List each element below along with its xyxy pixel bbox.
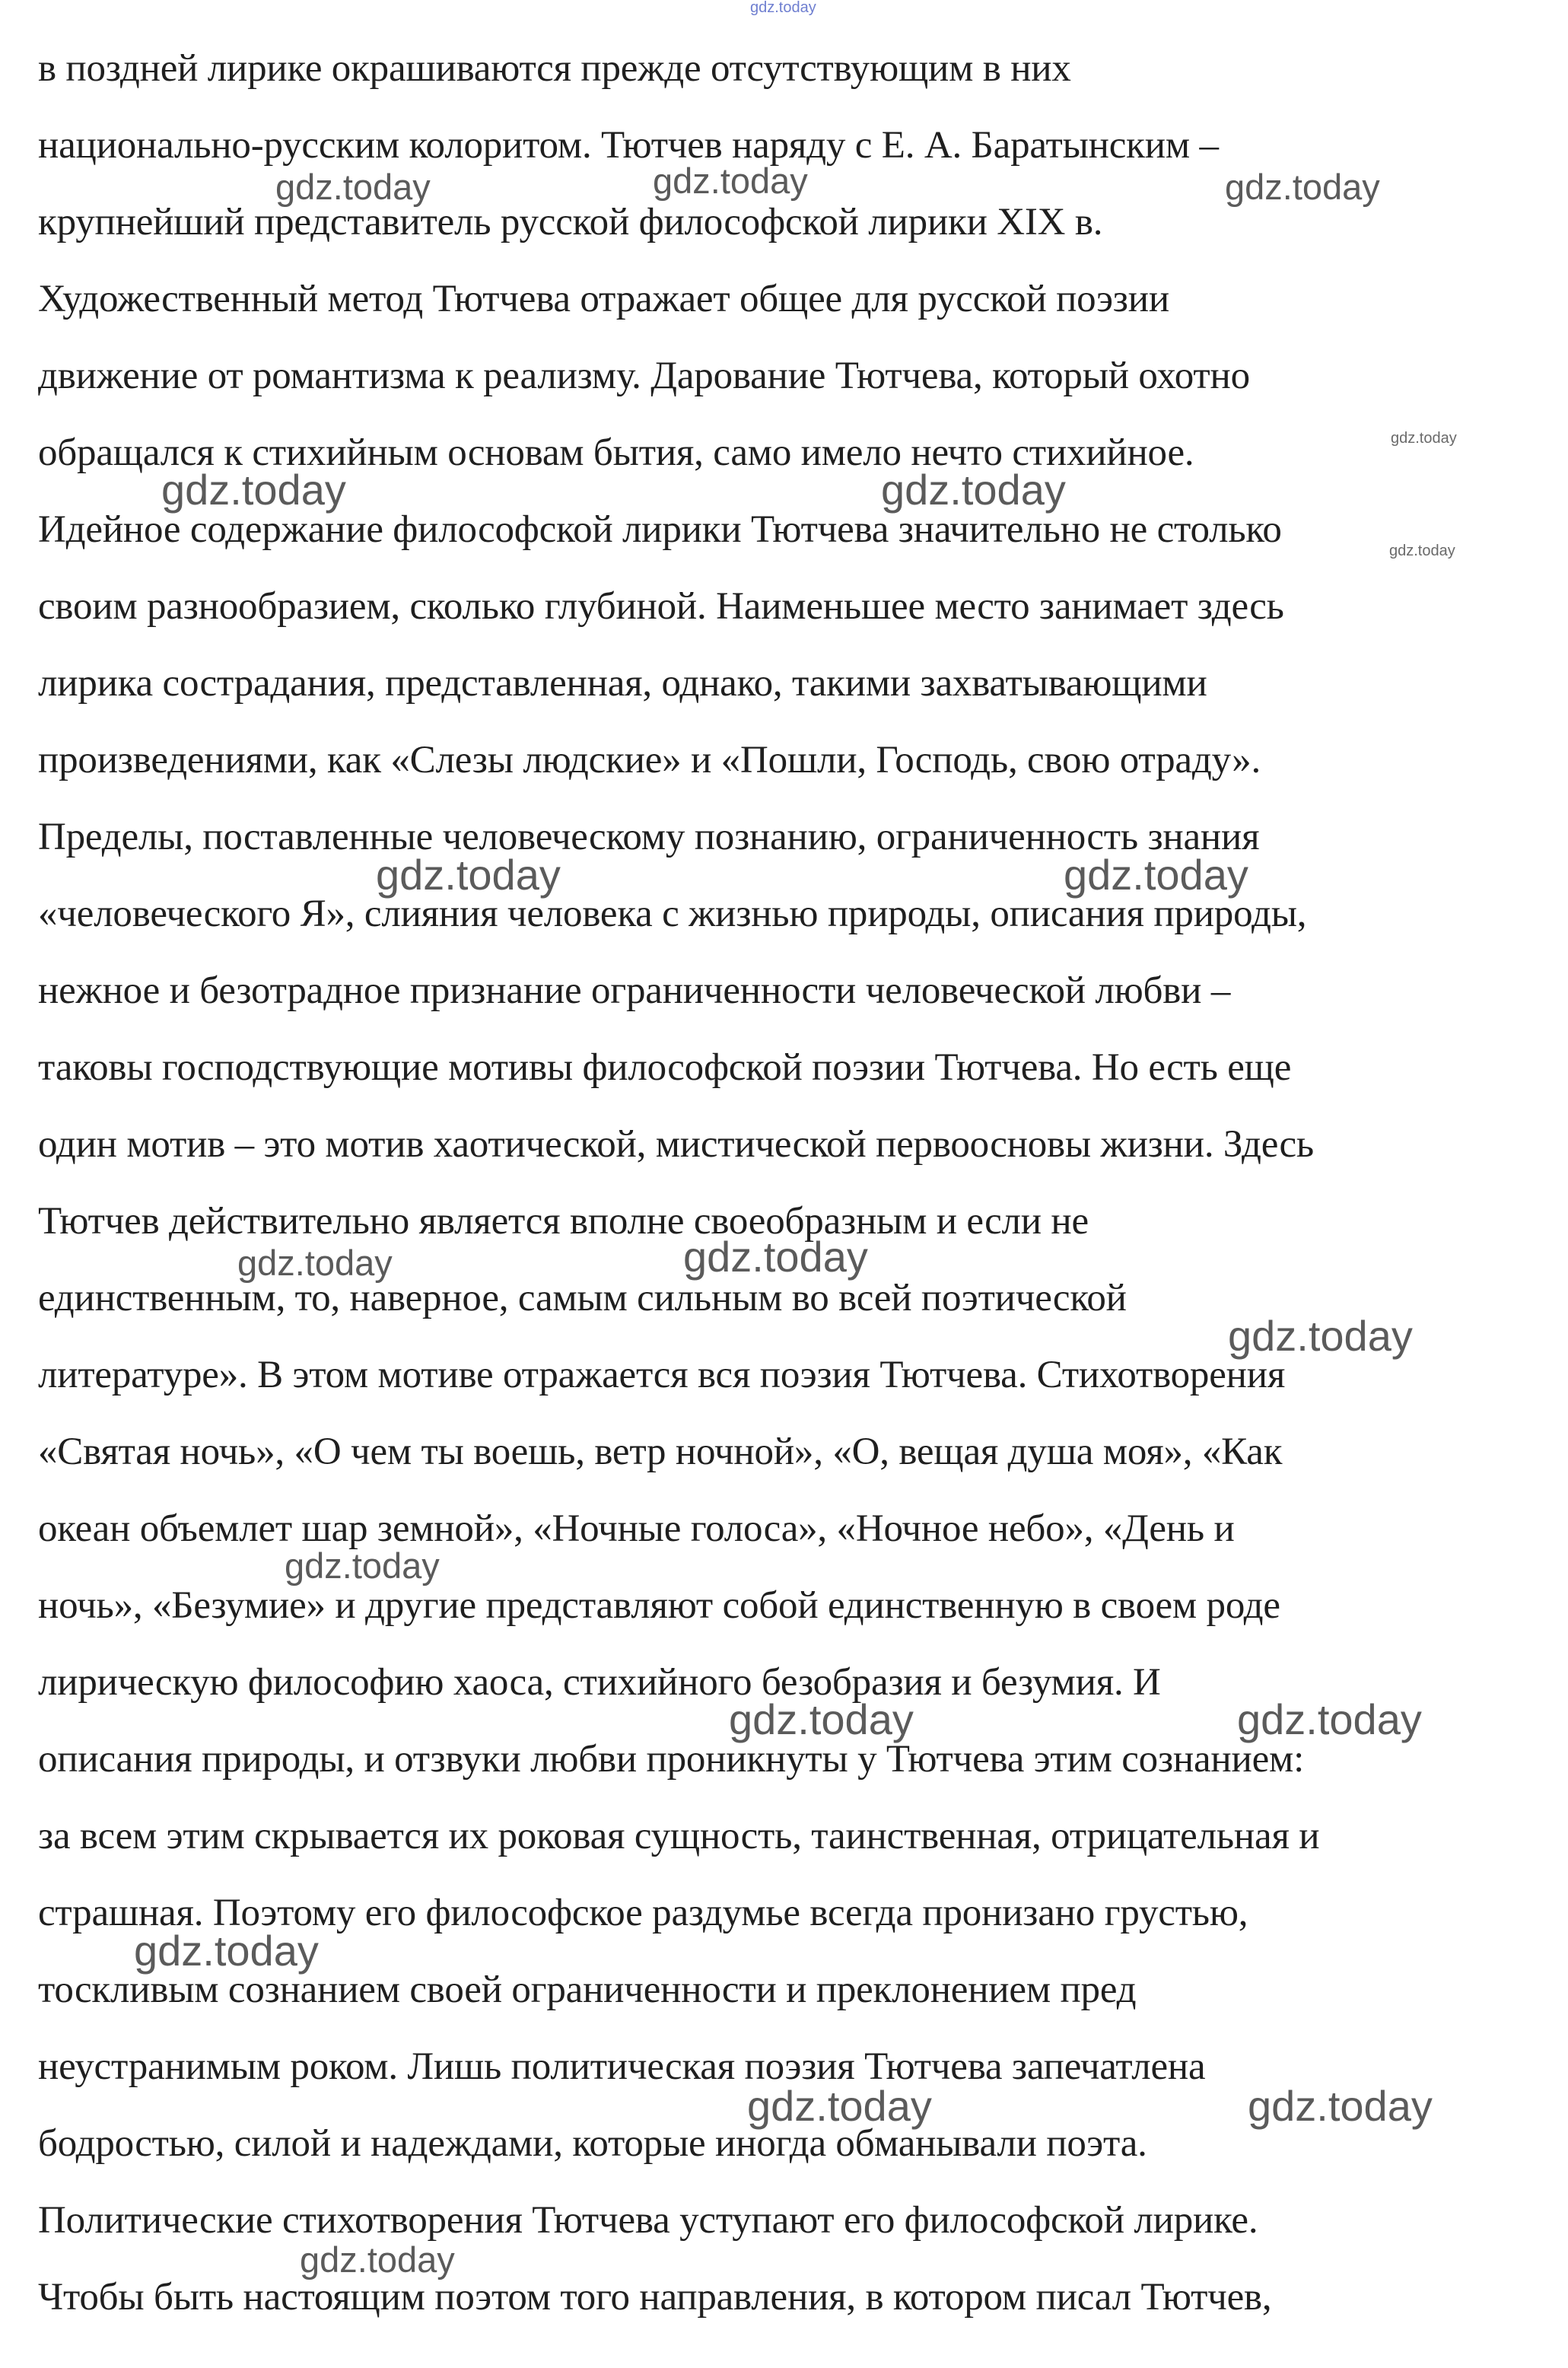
text-line: бодростью, силой и надеждами, которые иногда обманывали поэта. [38, 2122, 1147, 2165]
watermark: gdz.today [1391, 430, 1457, 447]
text-line: «человеческого Я», слияния человека с жизнью природы, описания природы, [38, 893, 1307, 935]
watermark: gdz.today [300, 2239, 455, 2280]
watermark: gdz.today [1225, 167, 1380, 207]
text-line: тоскливым сознанием своей ограниченности и преклонением пред [38, 1969, 1137, 2011]
watermark: gdz.today [1228, 1312, 1413, 1360]
watermark: gdz.today [376, 851, 561, 899]
text-line: лирическую философию хаоса, стихийного безобразия и безумия. И [38, 1661, 1161, 1704]
watermark: gdz.today [881, 466, 1066, 514]
text-line: страшная. Поэтому его философское раздумье всегда пронизано грустью, [38, 1892, 1248, 1934]
text-line: один мотив – это мотив хаотической, мистической первоосновы жизни. Здесь [38, 1123, 1314, 1166]
text-line: движение от романтизма к реализму. Дарование Тютчева, который охотно [38, 355, 1250, 397]
text-line: Чтобы быть настоящим поэтом того направления, в котором писал Тютчев, [38, 2276, 1272, 2319]
watermark: gdz.today [729, 1695, 914, 1743]
watermark: gdz.today [1237, 1695, 1422, 1743]
text-line: Пределы, поставленные человеческому познанию, ограниченность знания [38, 816, 1260, 858]
text-line: за всем этим скрывается их роковая сущность, таинственная, отрицательная и [38, 1815, 1320, 1857]
text-line: обращался к стихийным основам бытия, само имело нечто стихийное. [38, 431, 1194, 474]
text-line: Политические стихотворения Тютчева уступают его философской лирике. [38, 2199, 1258, 2242]
text-line: в поздней лирике окрашиваются прежде отсутствующим в них [38, 47, 1071, 90]
watermark: gdz.today [1064, 851, 1248, 899]
text-line: произведениями, как «Слезы людские» и «Пошли, Господь, свою отраду». [38, 739, 1261, 781]
text-line: «Святая ночь», «О чем ты воешь, ветр ночной», «О, вещая душа моя», «Как [38, 1431, 1283, 1473]
text-line: океан объемлет шар земной», «Ночные голоса», «Ночное небо», «День и [38, 1507, 1235, 1550]
text-line: единственным, то, наверное, самым сильным во всей поэтической [38, 1277, 1127, 1319]
watermark: gdz.today [1389, 543, 1455, 559]
text-line: национально-русским колоритом. Тютчев наряду с Е. А. Баратынским – [38, 124, 1219, 167]
text-line: крупнейший представитель русской философской лирики XIX в. [38, 201, 1103, 243]
watermark: gdz.today [237, 1243, 393, 1283]
watermark: gdz.today [750, 0, 816, 16]
text-line: неустранимым роком. Лишь политическая поэзия Тютчева запечатлена [38, 2045, 1206, 2088]
watermark: gdz.today [134, 1927, 319, 1975]
text-line: таковы господствующие мотивы философской поэзии Тютчева. Но есть еще [38, 1046, 1292, 1089]
text-line: своим разнообразием, сколько глубиной. Наименьшее место занимает здесь [38, 585, 1284, 628]
watermark: gdz.today [275, 167, 431, 207]
text-line: ночь», «Безумие» и другие представляют собой единственную в своем роде [38, 1584, 1280, 1627]
watermark: gdz.today [683, 1233, 868, 1281]
text-line: описания природы, и отзвуки любви проникнуты у Тютчева этим сознанием: [38, 1738, 1305, 1781]
watermark: gdz.today [747, 2082, 932, 2130]
text-line: Художественный метод Тютчева отражает общее для русской поэзии [38, 278, 1169, 320]
watermark: gdz.today [653, 161, 808, 201]
text-line: Тютчев действительно является вполне своеобразным и если не [38, 1200, 1089, 1243]
text-line: нежное и безотрадное признание ограниченности человеческой любви – [38, 969, 1231, 1012]
text-line: литературе». В этом мотиве отражается вся поэзия Тютчева. Стихотворения [38, 1354, 1286, 1396]
text-line: лирика сострадания, представленная, однако, такими захватывающими [38, 662, 1207, 705]
watermark: gdz.today [285, 1545, 440, 1586]
text-line: Идейное содержание философской лирики Тютчева значительно не столько [38, 508, 1282, 551]
watermark: gdz.today [161, 466, 346, 514]
watermark: gdz.today [1248, 2082, 1433, 2130]
